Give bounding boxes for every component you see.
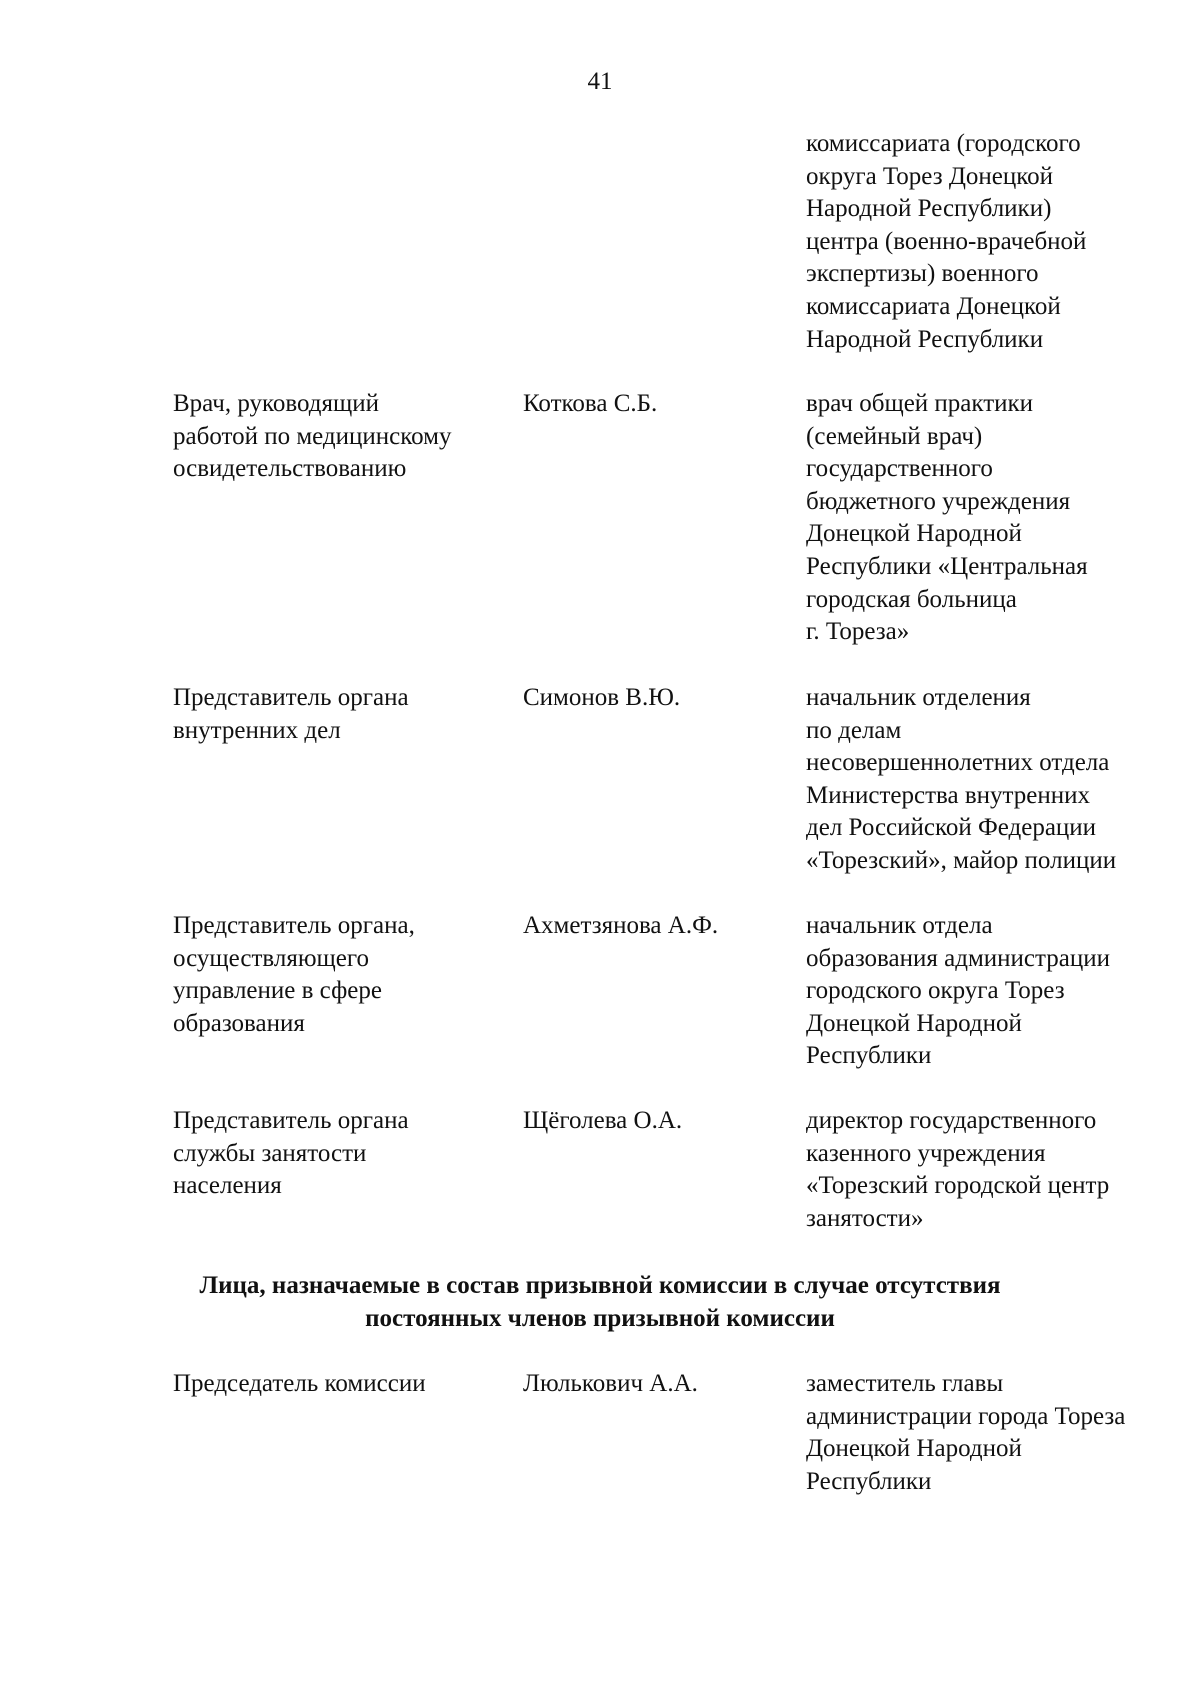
member-position: комиссариата (городского округа Торез Донецкой Народной Республики) центра (военно-врачебной экспертизы) военного комиссариата Донецкой Народной Республики [806, 130, 1087, 353]
member-name: Симонов В.Ю. [523, 684, 681, 711]
member-name: Коткова С.Б. [523, 390, 658, 417]
member-role: Председатель комиссии [173, 1370, 426, 1397]
member-position: начальник отделения по делам несовершеннолетних отдела Министерства внутренних дел Российской Федерации «Торезский», майор полиции [806, 684, 1117, 874]
member-role: Представитель органа, осуществляющего управление в сфере образования [173, 912, 415, 1037]
section-heading: Лица, назначаемые в состав призывной комиссии в случае отсутствия постоянных членов призывной комиссии [199, 1272, 1001, 1332]
member-position: директор государственного казенного учреждения «Торезский городской центр занятости» [806, 1107, 1110, 1232]
member-name: Ахметзянова А.Ф. [523, 912, 719, 939]
member-name: Щёголева О.А. [523, 1107, 683, 1134]
page-number: 41 [587, 68, 613, 95]
member-position: начальник отдела образования администрации городского округа Торез Донецкой Народной Республики [806, 912, 1110, 1070]
member-role: Врач, руководящий работой по медицинскому освидетельствованию [173, 390, 452, 483]
member-position: врач общей практики (семейный врач) государственного бюджетного учреждения Донецкой Народной Республики «Центральная городская больница г. Тореза» [806, 390, 1088, 646]
member-role: Представитель органа службы занятости населения [173, 1107, 409, 1200]
member-name: Люлькович А.А. [523, 1370, 698, 1397]
member-position: заместитель главы администрации города Тореза Донецкой Народной Республики [806, 1370, 1126, 1495]
member-role: Представитель органа внутренних дел [173, 684, 409, 744]
